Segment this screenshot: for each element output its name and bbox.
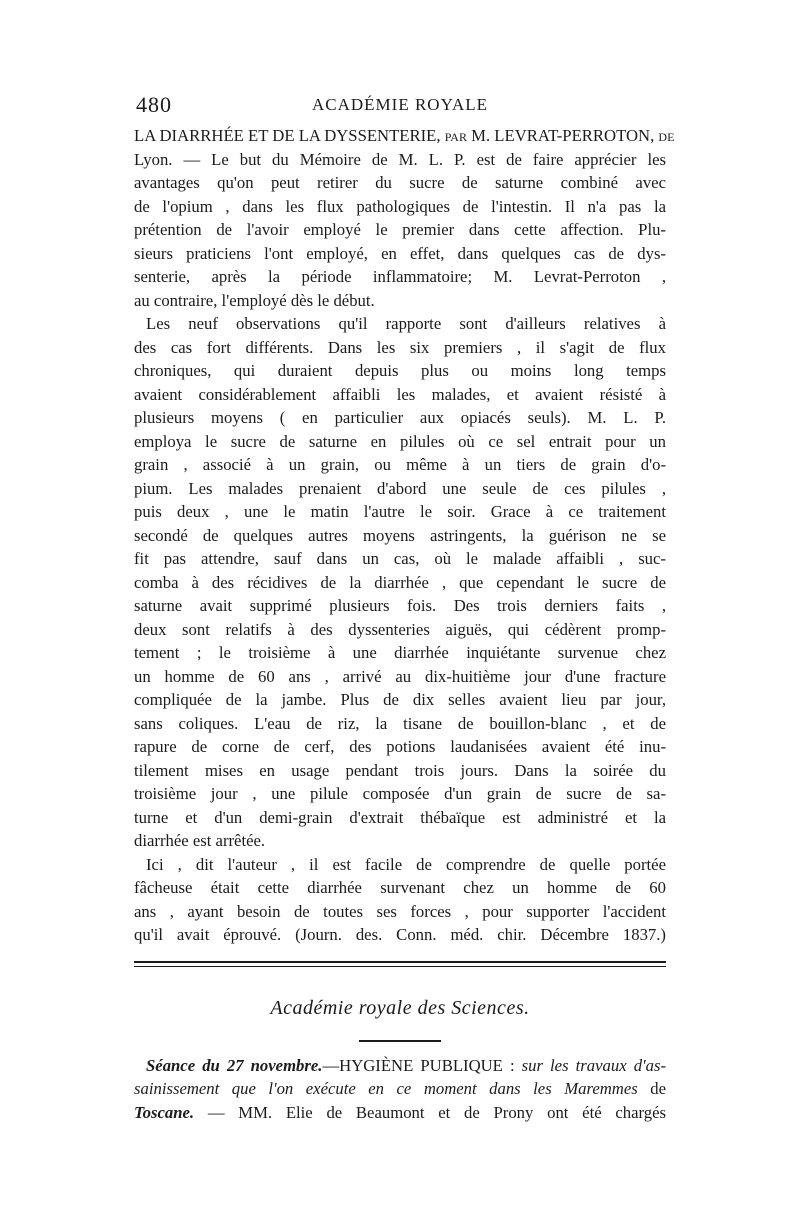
text-line: employa le sucre de saturne en pilules où ce sel entrait pour un [134,431,666,451]
text-line: tilement mises en usage pendant trois jours. Dans la soirée du [134,760,666,780]
text-line: diarrhée est arrêtée. [134,831,266,850]
text-line: un homme de 60 ans , arrivé au dix-huitième jour d'une fracture [134,666,666,686]
text-line: secondé de quelques autres moyens astringents, la guérison ne se [134,525,666,545]
text-line: ans , ayant besoin de toutes ses forces , pour supporter l'accident [134,901,666,921]
text-line: grain , associé à un grain, ou même à un tiers de grain d'o- [134,455,666,474]
text-line: comba à des récidives de la diarrhée , que cependant le sucre de [134,572,666,592]
text-line: prétention de l'avoir employé le premier dans cette affection. Plu- [134,220,666,239]
text-line: sieurs praticiens l'ont employé, en effet, dans quelques cas de dys- [134,243,666,263]
text-line: chroniques, qui duraient depuis plus ou moins long temps [134,361,666,380]
seance-subject-2: sainissement que l'on exécute en ce moment dans les Maremmes [134,1079,638,1098]
text-line: compliquée de la jambe. Plus de dix selles avaient lieu par jour, [134,690,666,709]
seance-date: Séance du 27 novembre. [146,1055,323,1075]
text-line [134,1101,666,1125]
article-text [134,124,675,947]
text-line: turne et d'un demi-grain d'extrait thébaïque est administré et la [134,807,666,827]
text-line [134,1054,666,1078]
text-line: au contraire, l'employé dès le début. [134,290,375,310]
running-title: ACADÉMIE ROYALE [311,95,489,114]
seance-dash: — [322,1055,340,1075]
page-header [134,92,666,124]
text-line: plusieurs moyens ( en particulier aux opiacés seuls). M. L. P. [134,408,666,427]
seance-rubric: HYGIÈNE PUBLIQUE [339,1055,503,1075]
text-line: qu'il avait éprouvé. (Journ. des. Conn. méd. chir. Décembre 1837.) [134,925,666,944]
text-line: tement ; le troisième à une diarrhée inquiétante survenue chez [134,643,666,662]
text-line: avaient considérablement affaibli les malades, et avaient résisté à [134,384,666,404]
seance-rest: — MM. Elie de Beaumont et de Prony ont été chargés [194,1102,666,1122]
text-line: rapure de corne de cerf, des potions laudanisées avaient été inu- [134,737,666,756]
text-line: Les neuf observations qu'il rapporte sont d'ailleurs relatives à [146,314,666,333]
short-rule-divider [359,1040,441,1042]
text-line [134,124,675,148]
seance-paragraph [134,1054,666,1125]
text-line: avantages qu'on peut retirer du sucre de saturne combiné avec [134,173,666,192]
seance-colon: : [502,1055,522,1075]
text-line: de l'opium , dans les flux pathologiques de l'intestin. Il n'a pas la [134,196,666,216]
text-line: deux sont relatifs à des dyssenteries aiguës, qui cédèrent promp- [134,619,666,639]
seance-de: de [637,1079,666,1098]
text-line: saturne avait supprimé plusieurs fois. Des trois derniers faits , [134,596,666,615]
text-line: troisième jour , une pilule composée d'un grain de sucre de sa- [134,784,666,803]
seance-subject-1: sur les travaux d'as- [521,1055,666,1075]
text-line: Lyon. — Le but du Mémoire de M. L. P. est de faire apprécier les [134,149,666,169]
text-line: des cas fort différents. Dans les six premiers , il s'agit de flux [134,337,666,357]
text-line: Ici , dit l'auteur , il est facile de comprendre de quelle portée [146,854,666,874]
text-line: sans coliques. L'eau de riz, la tisane de bouillon-blanc , et de [134,713,666,733]
book-page [134,92,675,1124]
text-line: fit pas attendre, sauf dans un cas, où le malade affaibli , suc- [134,549,666,568]
seance-place: Toscane. [134,1102,195,1122]
text-line: puis deux , une le matin l'autre le soir. Grace à ce traitement [134,502,666,521]
text-line [134,1077,666,1101]
text-line: senterie, après la période inflammatoire; M. Levrat-Perroton , [134,267,666,286]
double-rule-divider [134,961,666,967]
text-line: pium. Les malades prenaient d'abord une seule de ces pilules , [134,478,666,498]
section-title: Académie royale des Sciences. [270,996,530,1019]
page-number: 480 [136,92,172,117]
text-line: fâcheuse était cette diarrhée survenant chez un homme de 60 [134,878,666,897]
article-heading-tail: LA DIARRHÉE ET DE LA DYSSENTERIE, par M. LEVRAT-PERROTON, de [134,126,675,145]
